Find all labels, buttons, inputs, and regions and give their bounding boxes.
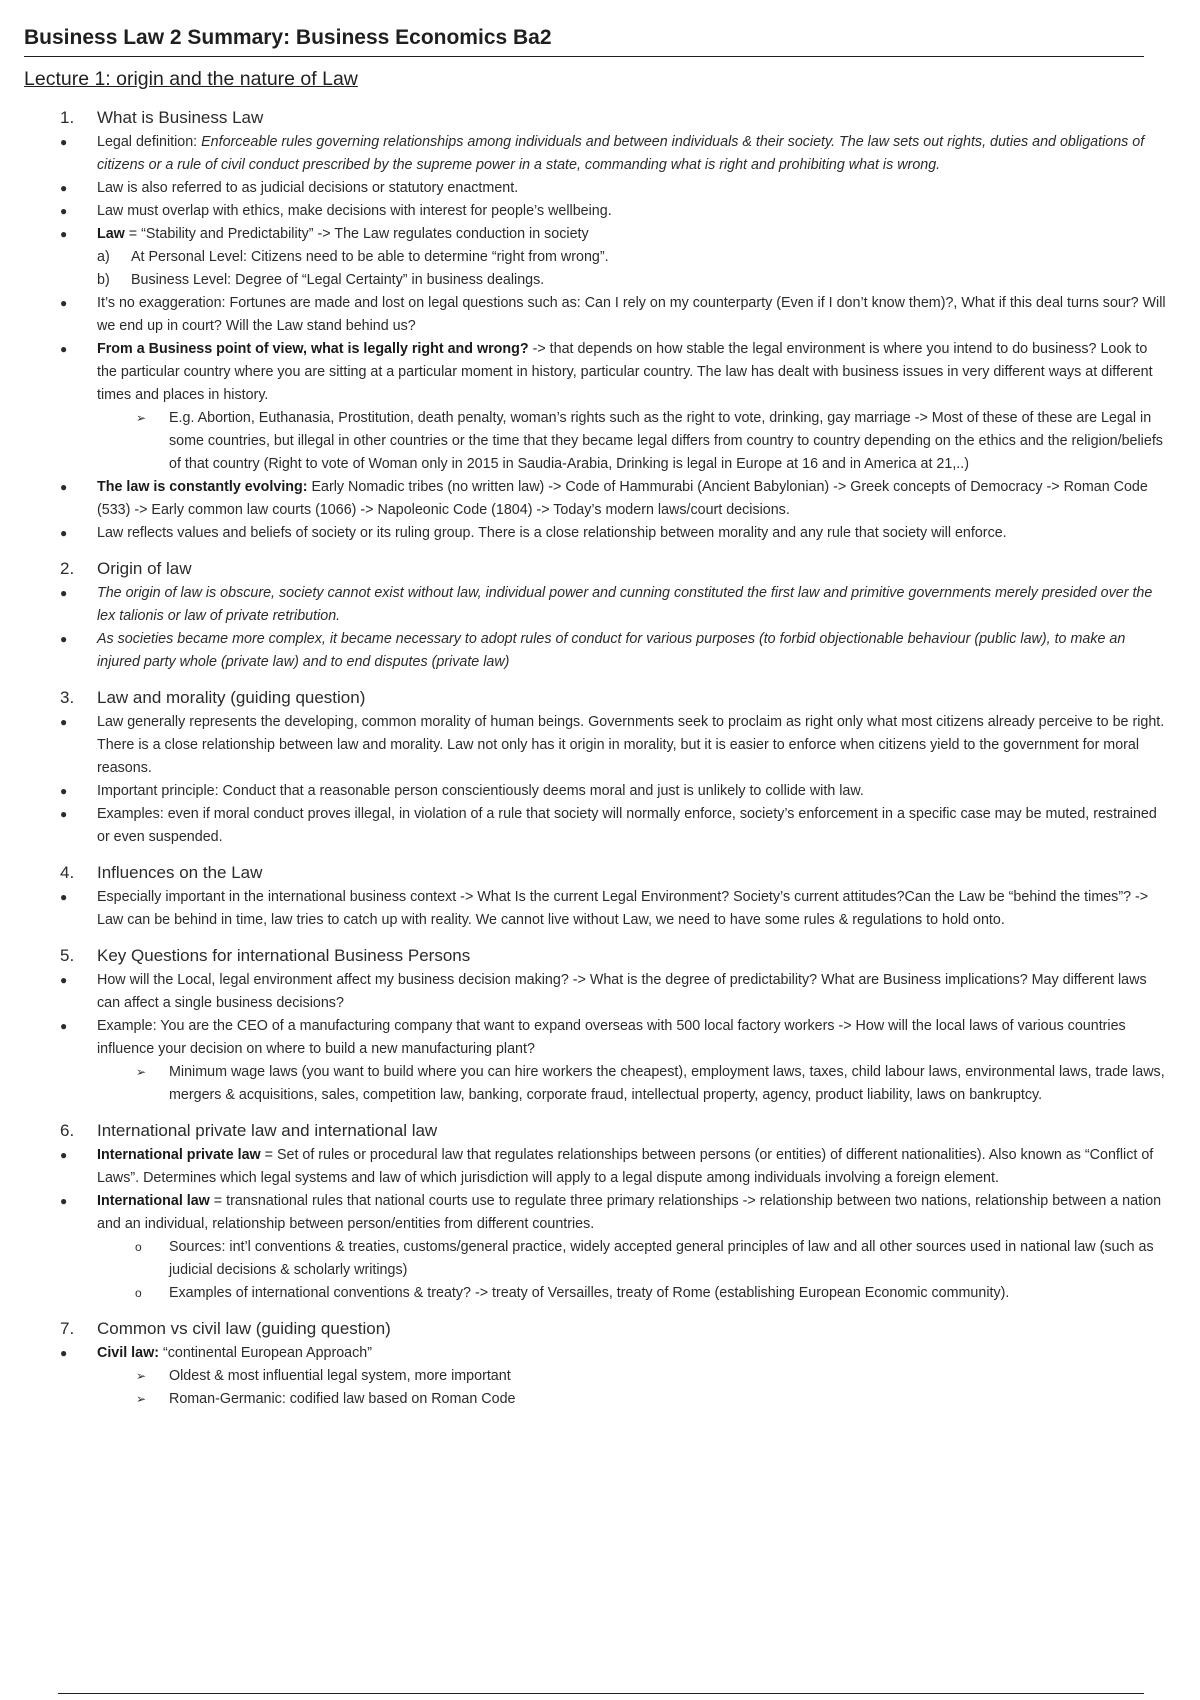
bullet-icon: ● [60,973,68,987]
bullet-text-bold: The law is constantly evolving: [97,479,308,495]
circle-text: Examples of international conventions & treaty? -> treaty of Versailles, treaty of Rome (establishing European Economic community). [169,1285,1010,1301]
arrow-bullet-icon: ➢ [136,1369,147,1383]
document-body [24,22,1176,1411]
section-heading [24,556,1176,582]
sub-list-item [24,246,1176,269]
bullet-text-bold: International private law [97,1147,261,1163]
arrow-list-item [24,407,1176,476]
list-item [24,886,1176,932]
bullet-icon: ● [60,632,68,646]
bullet-text: -> that depends on how stable the legal environment is where you intend to do business? Look to the particular country where you are sitting at a particular moment in history, particular country. The law has dealt with business issues in very different ways at different times and places in history. [97,341,1153,403]
bullet-text: Law generally represents the developing, common morality of human beings. Governments seek to proclaim as right only what most citizens already perceive to be right. There is a close relationship between law and morality. Law not only has it origin in morality, but it is easier to enforce when citizens yield to the government for moral reasons. [97,714,1165,776]
section-number: 3. [60,688,75,707]
list-item [24,803,1176,849]
sub-label: a) [97,249,110,265]
bullet-icon: ● [60,296,68,310]
section-international-law [24,1118,1176,1305]
section-title: Key Questions for international Business Persons [97,946,471,965]
list-item [24,780,1176,803]
section-title: Influences on the Law [97,863,263,882]
bullet-text-italic: Enforceable rules governing relationships among individuals and between individuals & their society. The law sets out rights, duties and obligations of citizens or a rule of civil conduct prescribed by the supreme power in a state, commanding what is right and prohibiting what is wrong. [97,134,1145,173]
section-heading [24,1316,1176,1342]
bullet-text: = transnational rules that national courts use to regulate three primary relationships -> relationship between two nations, relationship between a nation and an individual, relationship between person/entities from different countries. [97,1193,1162,1232]
list-item [24,200,1176,223]
arrow-bullet-icon: ➢ [136,1392,147,1406]
bullet-text: Important principle: Conduct that a reasonable person conscientiously deems moral and just is unlikely to collide with law. [97,783,864,799]
bullet-text: “continental European Approach” [158,1345,372,1361]
section-key-questions [24,943,1176,1107]
list-item [24,476,1176,522]
section-origin-of-law [24,556,1176,674]
circle-bullet-icon: o [135,1286,142,1300]
bullet-icon: ● [60,1019,68,1033]
list-item [24,1015,1176,1061]
bullet-icon: ● [60,342,68,356]
section-number: 7. [60,1319,75,1338]
bullet-icon: ● [60,1346,68,1360]
list-item [24,131,1176,177]
list-item [24,628,1176,674]
bullet-text-bold: From a Business point of view, what is legally right and wrong? [97,341,529,357]
sub-text: At Personal Level: Citizens need to be able to determine “right from wrong”. [131,249,609,265]
bullet-icon: ● [60,135,68,149]
bullet-text: Law is also referred to as judicial decisions or statutory enactment. [97,180,519,196]
bullet-icon: ● [60,1194,68,1208]
arrow-list-item [24,1061,1176,1107]
section-number: 5. [60,946,75,965]
bullet-icon: ● [60,480,68,494]
arrow-list-item [24,1365,1176,1388]
sub-text: Business Level: Degree of “Legal Certainty” in business dealings. [131,272,545,288]
list-item [24,292,1176,338]
bullet-icon: ● [60,784,68,798]
bullet-text: As societies became more complex, it became necessary to adopt rules of conduct for various purposes (to forbid objectionable behaviour (public law), to make an injured party whole (private law) and to end disputes (private law) [97,631,1126,670]
arrow-bullet-icon: ➢ [136,411,147,425]
arrow-bullet-icon: ➢ [136,1065,147,1079]
bullet-text: How will the Local, legal environment affect my business decision making? -> What is the degree of predictability? What are Business implications? May different laws can affect a single business decisions? [97,972,1147,1011]
section-heading [24,105,1176,131]
document-title: Business Law 2 Summary: Business Economics Ba2 [24,26,552,49]
bullet-text: = Set of rules or procedural law that regulates relationships between persons (or entities) of different nationalities). Also known as “Conflict of Laws”. Determines which legal systems and law of which jurisdiction will apply to a legal dispute among individuals involving a foreign element. [97,1147,1154,1186]
bullet-icon: ● [60,1148,68,1162]
bullet-text: Early Nomadic tribes (no written law) -> Code of Hammurabi (Ancient Babylonian) -> Greek concepts of Democracy -> Roman Code (533) -> Early common law courts (1066) -> Napoleonic Code (1804) -> Today’s modern laws/court decisions. [97,479,1148,518]
section-heading [24,1118,1176,1144]
bullet-icon: ● [60,526,68,540]
section-influences-on-law [24,860,1176,932]
list-item [24,177,1176,200]
bullet-text: It’s no exaggeration: Fortunes are made and lost on legal questions such as: Can I rely on my counterparty (Even if I don’t know them)?, What if this deal turns sour? Will we end up in court? Will the Law stand behind us? [97,295,1166,334]
arrow-text: Roman-Germanic: codified law based on Roman Code [169,1391,516,1407]
bullet-text: Examples: even if moral conduct proves illegal, in violation of a rule that society will normally enforce, society’s enforcement in a specific case may be muted, restrained or even suspended. [97,806,1157,845]
sub-label: b) [97,272,110,288]
list-item [24,582,1176,628]
bullet-text: Law must overlap with ethics, make decisions with interest for people’s wellbeing. [97,203,612,219]
circle-text: Sources: int’l conventions & treaties, customs/general practice, widely accepted general principles of law and all other sources used in national law (such as judicial decisions & scholarly writings) [169,1239,1154,1278]
bullet-text-bold: Civil law: [97,1345,159,1361]
section-heading [24,860,1176,886]
section-law-and-morality [24,685,1176,849]
footer-rule [58,1693,1144,1694]
bullet-text: Especially important in the international business context -> What Is the current Legal Environment? Society’s current attitudes?Can the Law be “behind the times”? -> Law can be behind in time, law tries to catch up with reality. We cannot live without Law, we need to have some rules & regulations to hold onto. [97,889,1149,928]
section-number: 1. [60,108,75,127]
section-title: International private law and international law [97,1121,438,1140]
section-heading [24,943,1176,969]
list-item [24,338,1176,407]
section-title: What is Business Law [97,108,264,127]
bullet-text: = “Stability and Predictability” -> The Law regulates conduction in society [124,226,589,242]
list-item [24,1342,1176,1365]
arrow-list-item [24,1388,1176,1411]
bullet-icon: ● [60,204,68,218]
bullet-text-bold: Law [97,226,125,242]
circle-bullet-icon: o [135,1240,142,1254]
list-item [24,969,1176,1015]
bullet-icon: ● [60,890,68,904]
bullet-icon: ● [60,807,68,821]
section-number: 4. [60,863,75,882]
lecture-heading: Lecture 1: origin and the nature of Law [24,68,358,90]
list-item [24,1144,1176,1190]
bullet-icon: ● [60,715,68,729]
section-heading [24,685,1176,711]
arrow-text: Oldest & most influential legal system, more important [169,1368,511,1384]
bullet-text: Legal definition: [97,134,202,150]
sub-list-item [24,269,1176,292]
list-item [24,522,1176,545]
section-number: 2. [60,559,75,578]
bullet-icon: ● [60,227,68,241]
bullet-text-bold: International law [97,1193,210,1209]
bullet-text: Example: You are the CEO of a manufacturing company that want to expand overseas with 500 local factory workers -> How will the local laws of various countries influence your decision on where to build a new manufacturing plant? [97,1018,1126,1057]
circle-list-item [24,1236,1176,1282]
bullet-text: Law reflects values and beliefs of society or its ruling group. There is a close relationship between morality and any rule that society will enforce. [97,525,1007,541]
arrow-text: Minimum wage laws (you want to build where you can hire workers the cheapest), employment laws, taxes, child labour laws, environmental laws, trade laws, mergers & acquisitions, sales, competition law, banking, corporate fraud, intellectual property, agency, product liability, laws on bankruptcy. [169,1064,1165,1103]
bullet-icon: ● [60,181,68,195]
section-common-vs-civil-law [24,1316,1176,1411]
section-title: Origin of law [97,559,192,578]
circle-list-item [24,1282,1176,1305]
list-item [24,223,1176,246]
bullet-text: The origin of law is obscure, society cannot exist without law, individual power and cunning constituted the first law and primitive governments merely presided over the lex talionis or law of private retribution. [97,585,1153,624]
section-title: Law and morality (guiding question) [97,688,366,707]
list-item [24,711,1176,780]
bullet-icon: ● [60,586,68,600]
section-title: Common vs civil law (guiding question) [97,1319,391,1338]
arrow-text: E.g. Abortion, Euthanasia, Prostitution, death penalty, woman’s rights such as the right to vote, drinking, gay marriage -> Most of these of these are Legal in some countries, but illegal in other countries or the time that they became legal differs from country to country depending on the ethics and the religion/beliefs of that country (Right to vote of Woman only in 2015 in Saudia-Arabia, Drinking is legal in Europe at 16 and in America at 21,..) [169,410,1163,472]
section-number: 6. [60,1121,75,1140]
section-what-is-business-law [24,105,1176,545]
list-item [24,1190,1176,1236]
